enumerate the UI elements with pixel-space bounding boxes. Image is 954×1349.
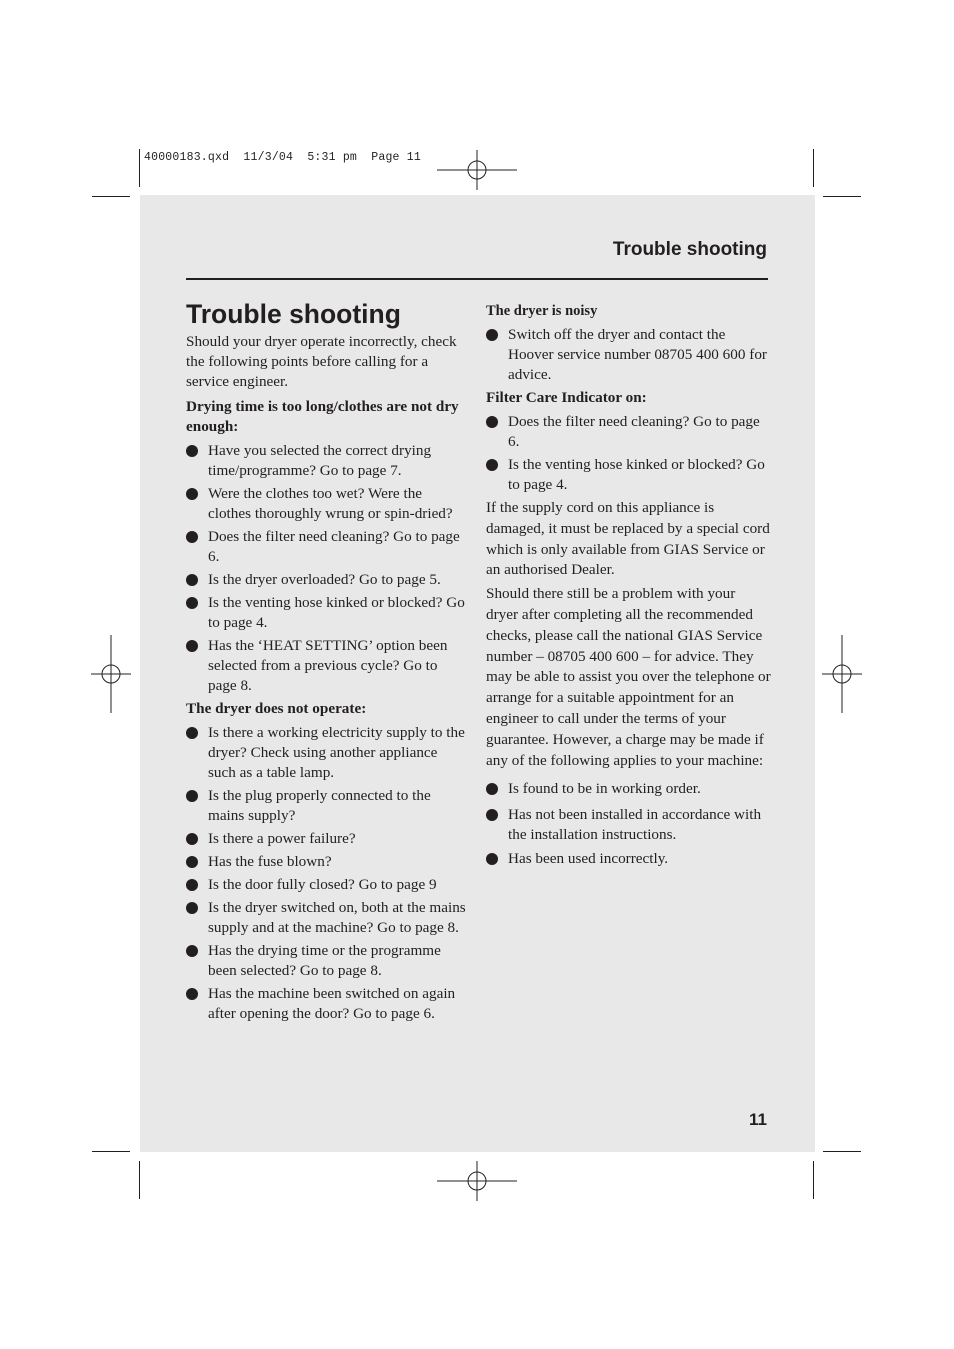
- list-item: Is the plug properly connected to the mains supply?: [186, 786, 468, 826]
- bullet-icon: [186, 856, 198, 868]
- bullet-icon: [486, 853, 498, 865]
- bullet-icon: [186, 597, 198, 609]
- service-call-paragraph: Should there still be a problem with your dryer after completing all the recommended checks, please call the national GIAS Service number – 08705 400 600 – for advice. They may be able to assist you over the telephone or arrange for a suitable appointment for an engineer to call under the terms of your guarantee. However, a charge may be made if any of the following applies to your machine:: [486, 585, 771, 769]
- bullet-icon: [186, 727, 198, 739]
- bullet-icon: [186, 531, 198, 543]
- section-heading-filter-care: Filter Care Indicator on:: [486, 389, 647, 406]
- list-item: Is the dryer overloaded? Go to page 5.: [186, 570, 468, 590]
- crop-mark-bottom-left-horizontal: [92, 1151, 130, 1152]
- list-item: Has the fuse blown?: [186, 852, 468, 872]
- section-heading-drying-time: Drying time is too long/clothes are not dry enough:: [186, 398, 459, 435]
- list-item: Is the door fully closed? Go to page 9: [186, 875, 468, 895]
- list-item: Is there a working electricity supply to the dryer? Check using another appliance such as a table lamp.: [186, 723, 468, 783]
- list-item: Does the filter need cleaning? Go to page 6.: [186, 527, 468, 567]
- does-not-operate-list: [186, 723, 468, 1024]
- list-item: Is the dryer switched on, both at the mains supply and at the machine? Go to page 8.: [186, 898, 468, 938]
- bullet-icon: [486, 416, 498, 428]
- charge-conditions-list: [486, 779, 771, 869]
- list-item: Have you selected the correct drying time/programme? Go to page 7.: [186, 441, 468, 481]
- list-item: Is the venting hose kinked or blocked? Go to page 4.: [486, 455, 771, 495]
- intro-paragraph: Should your dryer operate incorrectly, check the following points before calling for a service engineer.: [186, 333, 457, 390]
- registration-mark-right: [822, 635, 862, 713]
- crop-mark-top-left-horizontal: [92, 196, 130, 197]
- list-item: Is there a power failure?: [186, 829, 468, 849]
- registration-mark-left: [91, 635, 131, 713]
- list-item: Has the machine been switched on again after opening the door? Go to page 6.: [186, 984, 468, 1024]
- crop-mark-bottom-left-vertical: [139, 1161, 140, 1199]
- crop-mark-bottom-right-horizontal: [823, 1151, 861, 1152]
- bullet-icon: [186, 945, 198, 957]
- list-item: Is found to be in working order.: [486, 779, 771, 799]
- list-item: Is the venting hose kinked or blocked? Go to page 4.: [186, 593, 468, 633]
- bullet-icon: [186, 488, 198, 500]
- list-item: Has the ‘HEAT SETTING’ option been selected from a previous cycle? Go to page 8.: [186, 636, 468, 696]
- section-heading-does-not-operate: The dryer does not operate:: [186, 700, 367, 717]
- crop-mark-top-left-vertical: [139, 149, 140, 187]
- list-item: Does the filter need cleaning? Go to page 6.: [486, 412, 771, 452]
- bullet-icon: [186, 445, 198, 457]
- bullet-icon: [186, 640, 198, 652]
- bullet-icon: [186, 574, 198, 586]
- list-item: Were the clothes too wet? Were the clothes thoroughly wrung or spin-dried?: [186, 484, 468, 524]
- dryer-noisy-list: [486, 325, 771, 385]
- list-item: Has been used incorrectly.: [486, 849, 771, 869]
- bullet-icon: [486, 329, 498, 341]
- page-title: Trouble shooting: [186, 299, 401, 329]
- filter-care-list: [486, 412, 771, 495]
- bullet-icon: [486, 459, 498, 471]
- crop-mark-top-right-horizontal: [823, 196, 861, 197]
- supply-cord-paragraph: If the supply cord on this appliance is damaged, it must be replaced by a special cord which is only available from GIAS Service or an authorised Dealer.: [486, 499, 770, 579]
- left-column: [186, 298, 468, 1027]
- bullet-icon: [186, 833, 198, 845]
- crop-mark-bottom-right-vertical: [813, 1161, 814, 1199]
- page-number: 11: [749, 1110, 767, 1129]
- bullet-icon: [186, 902, 198, 914]
- list-item: Has the drying time or the programme been selected? Go to page 8.: [186, 941, 468, 981]
- registration-mark-top: [437, 150, 517, 190]
- header-rule: [186, 278, 768, 280]
- drying-time-list: [186, 441, 468, 696]
- print-slug: 40000183.qxd 11/3/04 5:31 pm Page 11: [144, 151, 421, 164]
- list-item: Has not been installed in accordance with the installation instructions.: [486, 805, 771, 845]
- bullet-icon: [186, 790, 198, 802]
- bullet-icon: [186, 879, 198, 891]
- right-column: [486, 301, 771, 872]
- crop-mark-top-right-vertical: [813, 149, 814, 187]
- bullet-icon: [486, 783, 498, 795]
- bullet-icon: [186, 988, 198, 1000]
- registration-mark-bottom: [437, 1161, 517, 1201]
- section-heading-dryer-noisy: The dryer is noisy: [486, 303, 598, 319]
- list-item: Switch off the dryer and contact the Hoover service number 08705 400 600 for advice.: [486, 325, 771, 385]
- bullet-icon: [486, 809, 498, 821]
- running-header-title: Trouble shooting: [612, 239, 767, 260]
